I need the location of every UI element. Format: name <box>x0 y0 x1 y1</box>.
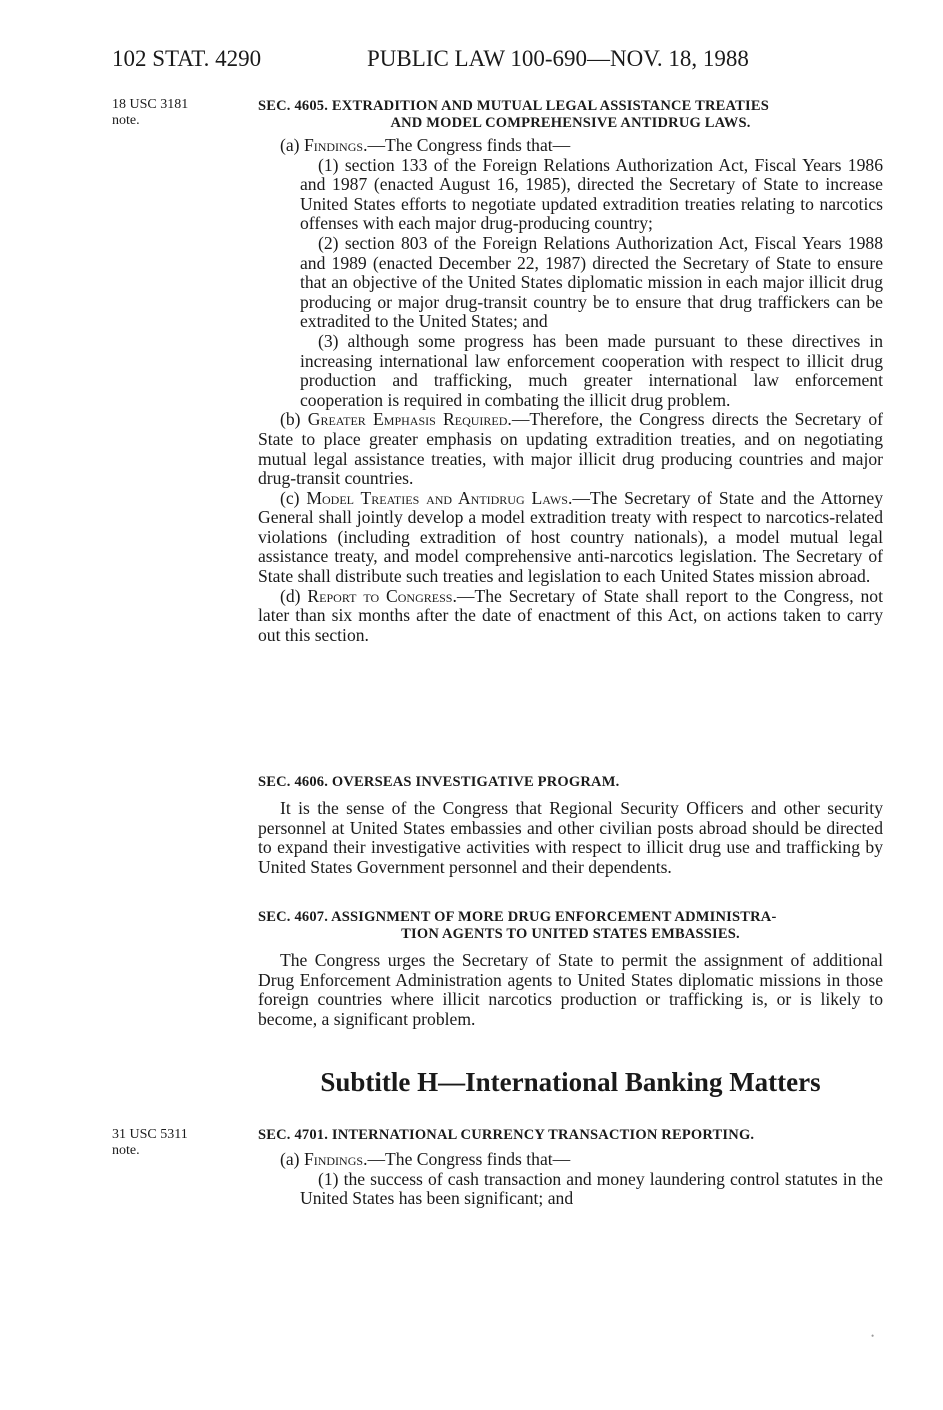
page-number-header: 102 STAT. 4290 <box>112 46 262 71</box>
section-heading: SEC. 4605. EXTRADITION AND MUTUAL LEGAL ASSISTANCE TREATIES AND MODEL COMPREHENSIVE ANTIDRUG LAWS. <box>258 98 769 131</box>
subsection-a: (a) Findings.—The Congress finds that— <box>280 135 571 155</box>
section-heading: SEC. 4606. OVERSEAS INVESTIGATIVE PROGRAM. <box>258 774 620 790</box>
subsection-d: (d) Report to Congress.—The Secretary of State shall report to the Congress, not later than six months after the date of enactment of this Act, on actions taken to carry out this section. <box>258 585 883 645</box>
paragraph-1: (1) the success of cash transaction and money laundering control statutes in the United States has been significant; and <box>300 1168 883 1209</box>
subsection-a: (a) Findings.—The Congress finds that— <box>280 1149 571 1169</box>
section-heading: SEC. 4701. INTERNATIONAL CURRENCY TRANSACTION REPORTING. <box>258 1127 755 1143</box>
margin-note-31usc5311: 31 USC 5311 note. <box>112 1127 188 1158</box>
section-body: The Congress urges the Secretary of State to permit the assignment of additional Drug Enforcement Administration agents to United States diplomatic missions in those foreign countries where illicit narcotics production or trafficking is, or is likely to become, a significant problem. <box>258 950 883 1029</box>
paragraph-2: (2) section 803 of the Foreign Relations Authorization Act, Fiscal Years 1988 and 1989 (enacted December 22, 1987) directed the Secretary of State to ensure that an objective of the United States diplomatic mission in each major illicit drug producing or major drug-transit country be to ensure that drug traffickers can be extradited to the United States; and <box>300 232 883 332</box>
section-4605 <box>258 98 883 645</box>
paragraph-3: (3) although some progress has been made pursuant to these directives in increasing international law enforcement cooperation with respect to illicit drug production and trafficking, much greater international law enforcement cooperation is required in combating the illicit drug problem. <box>300 330 883 410</box>
margin-note-18usc3181: 18 USC 3181 note. <box>112 97 189 128</box>
subsection-c: (c) Model Treaties and Antidrug Laws.—The Secretary of State and the Attorney General shall jointly develop a model extradition treaty with respect to narcotics-related violations (including extradition of host country nationals), a model mutual legal assistance treaty, and model comprehensive anti-narcotics legislation. The Secretary of State shall distribute such treaties and legislation to each United States mission abroad. <box>258 487 883 587</box>
section-4701 <box>258 1127 883 1209</box>
subtitle-heading: Subtitle H—International Banking Matters <box>320 1067 821 1097</box>
scan-speck-icon: • <box>871 1331 875 1341</box>
section-4606 <box>258 774 883 877</box>
section-heading: SEC. 4607. ASSIGNMENT OF MORE DRUG ENFORCEMENT ADMINISTRA- TION AGENTS TO UNITED STATES EMBASSIES. <box>258 909 777 942</box>
running-header: PUBLIC LAW 100-690—NOV. 18, 1988 <box>367 46 749 71</box>
subsection-b: (b) Greater Emphasis Required.—Therefore, the Congress directs the Secretary of State to place greater emphasis on updating extradition treaties, and on negotiating mutual legal assistance treaties, with major illicit drug producing countries and major drug-transit countries. <box>258 409 883 489</box>
paragraph-1: (1) section 133 of the Foreign Relations Authorization Act, Fiscal Years 1986 and 1987 (enacted August 16, 1985), directed the Secretary of State to increase United States efforts to negotiate updated extradition treaties relating to narcotics offenses with each major drug-producing country; <box>300 154 883 234</box>
section-4607 <box>258 909 883 1029</box>
section-body: It is the sense of the Congress that Regional Security Officers and other security personnel at United States embassies and other civilian posts abroad should be directed to expand their investigative activities with respect to illicit drug use and trafficking by United States Government personnel and their dependents. <box>258 798 883 877</box>
